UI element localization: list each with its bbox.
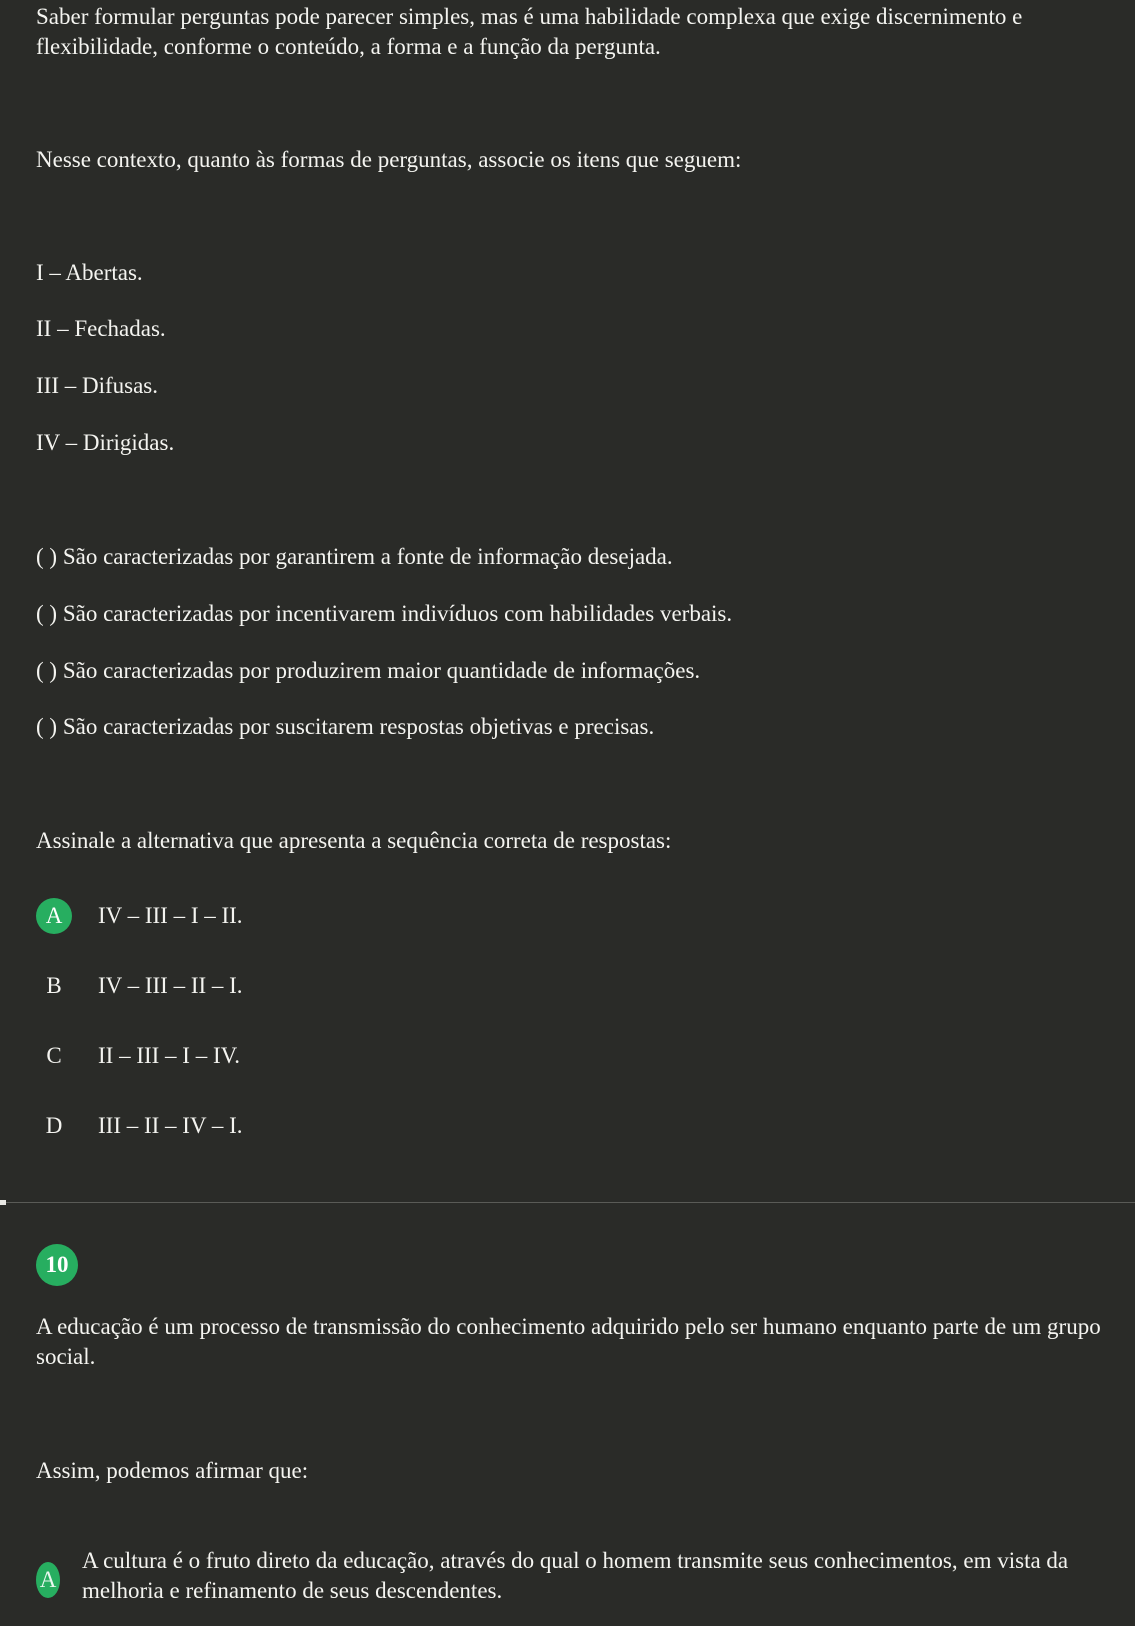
question-9-prompt: Assinale a alternativa que apresenta a sequência correta de respostas: [36, 828, 672, 853]
q9-option-d-letter: D [45, 1113, 63, 1138]
form-item-i: I – Abertas. [36, 260, 143, 285]
statement-1: ( ) São caracterizadas por garantirem a fonte de informação desejada. [36, 544, 673, 569]
form-item-iii: III – Difusas. [36, 373, 158, 398]
question-9-intro: Saber formular perguntas pode parecer simples, mas é uma habilidade complexa que exige discernimento e flexibilidade, conforme o conteúdo, a forma e a função da pergunta. [36, 4, 1023, 59]
question-number-badge: 10 [36, 1244, 78, 1286]
question-9-context: Nesse contexto, quanto às formas de perguntas, associe os itens que seguem: [36, 147, 742, 172]
form-item-iv: IV – Dirigidas. [36, 430, 175, 455]
q9-option-a-letter-selected: A [36, 898, 72, 934]
q9-option-a[interactable] [36, 898, 1116, 938]
q9-option-b-text: IV – III – II – I. [98, 973, 243, 998]
form-item-ii: II – Fechadas. [36, 316, 166, 341]
divider-marker [0, 1200, 6, 1205]
q9-option-b-letter: B [46, 973, 62, 998]
statement-2: ( ) São caracterizadas por incentivarem indivíduos com habilidades verbais. [36, 601, 733, 626]
question-divider [0, 1202, 1135, 1203]
q10-option-a-text: A cultura é o fruto direto da educação, através do qual o homem transmite seus conhecimentos, em vista da melhoria e refinamento de seus descendentes. [82, 1548, 1069, 1603]
q9-option-c-text: II – III – I – IV. [98, 1043, 241, 1068]
q10-option-a-letter: A [36, 1562, 60, 1598]
q9-option-a-text: IV – III – I – II. [98, 903, 243, 928]
q9-option-b[interactable] [36, 968, 1116, 1008]
statement-3: ( ) São caracterizadas por produzirem maior quantidade de informações. [36, 658, 701, 683]
statement-4: ( ) São caracterizadas por suscitarem respostas objetivas e precisas. [36, 714, 655, 739]
q9-option-c[interactable] [36, 1038, 1116, 1078]
q9-option-d-text: III – II – IV – I. [98, 1113, 243, 1138]
q9-option-d[interactable] [36, 1108, 1116, 1148]
q10-option-a[interactable] [36, 1546, 1116, 1610]
question-10-intro: A educação é um processo de transmissão do conhecimento adquirido pelo ser humano enquanto parte de um grupo social. [36, 1314, 1101, 1369]
question-10-prompt: Assim, podemos afirmar que: [36, 1458, 309, 1483]
q9-option-c-letter: C [46, 1043, 62, 1068]
